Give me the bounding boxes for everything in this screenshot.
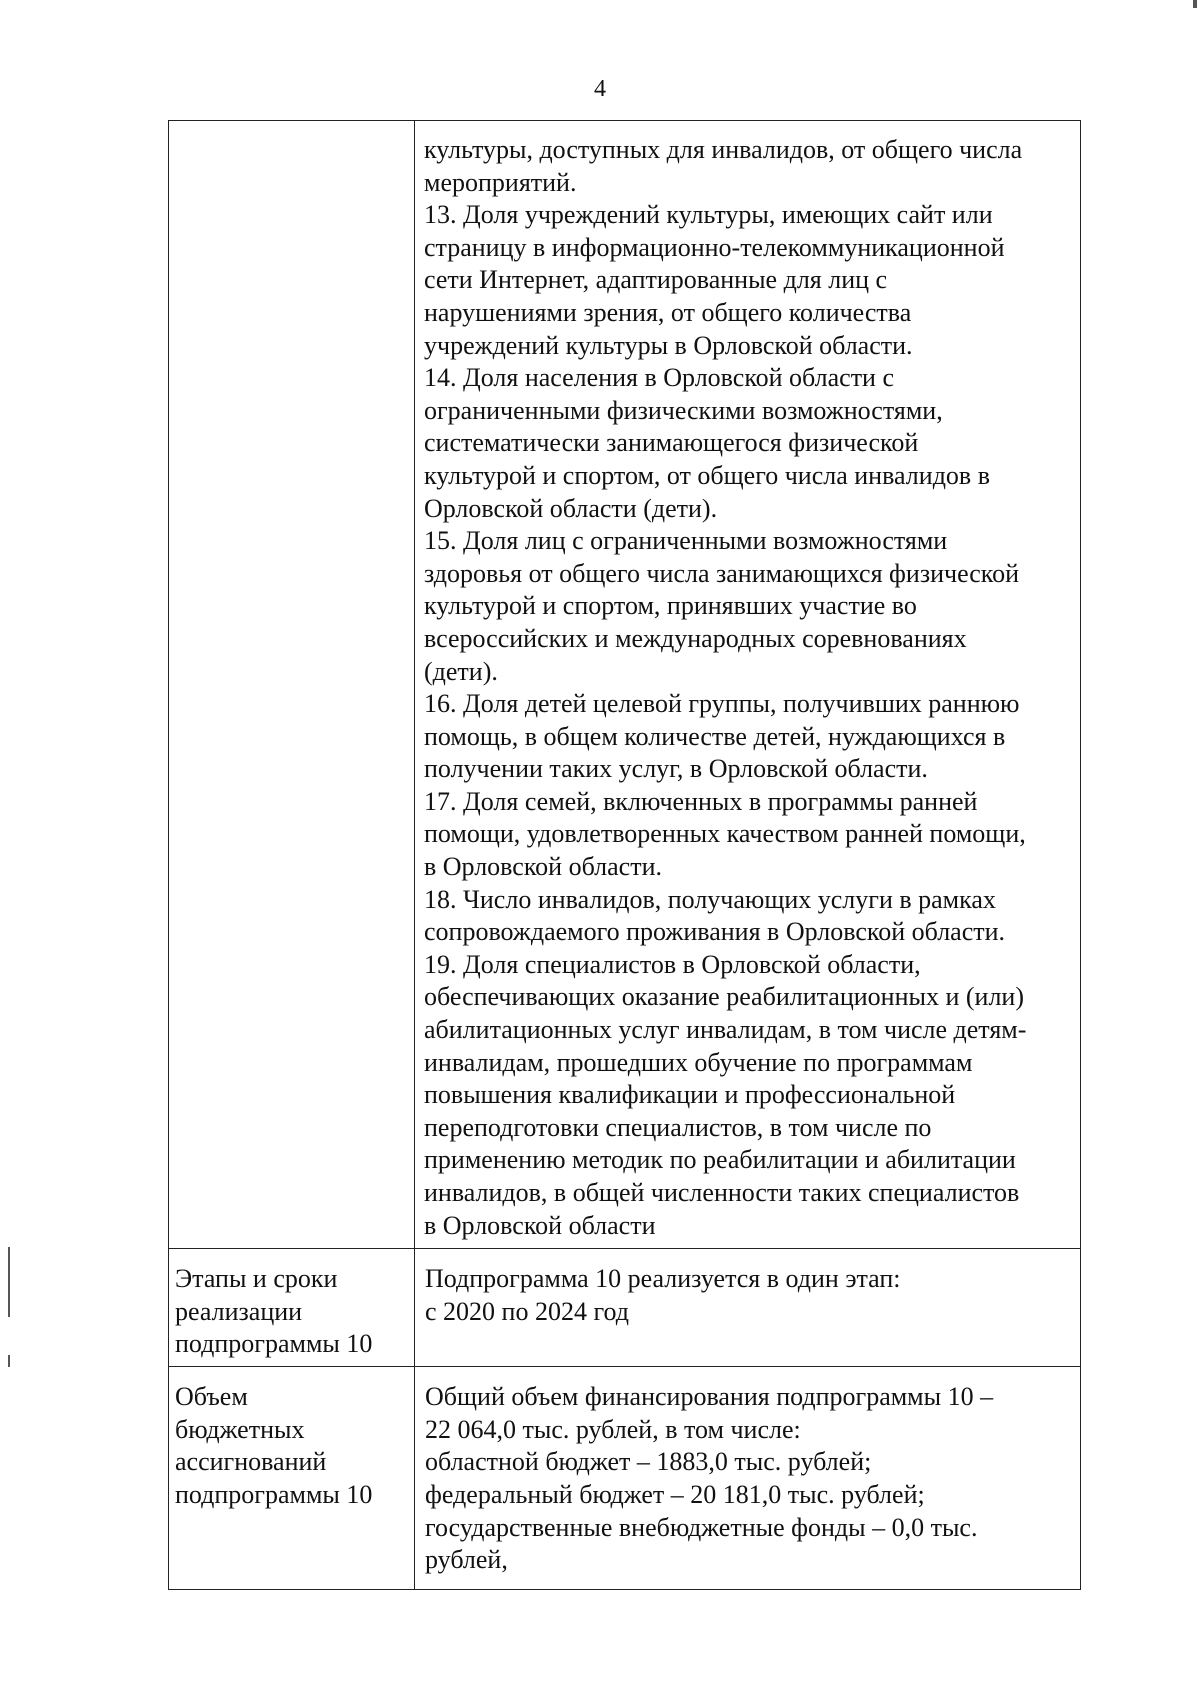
scan-mark xyxy=(8,1247,10,1317)
cell-line: переподготовки специалистов, в том числе по xyxy=(424,1112,932,1142)
scan-mark xyxy=(8,1355,10,1367)
cell-line: сети Интернет, адаптированные для лиц с xyxy=(424,265,888,295)
cell-line: ограниченными физическими возможностями, xyxy=(424,395,943,425)
table-row-indicators xyxy=(169,121,1081,1249)
cell-line: областной бюджет – 1883,0 тыс. рублей; xyxy=(425,1447,872,1477)
cell-line: культурой и спортом, от общего числа инвалидов в xyxy=(424,460,990,490)
cell-line: инвалидов, в общей численности таких специалистов xyxy=(424,1178,1020,1207)
table-cell-label-empty xyxy=(169,121,415,1249)
cell-line: помощь, в общем количестве детей, нуждающихся в xyxy=(424,721,1006,751)
cell-line: рублей, xyxy=(425,1545,508,1575)
table-row-stages xyxy=(169,1249,1081,1367)
cell-line: мероприятий. xyxy=(424,167,577,197)
table-row-budget xyxy=(169,1367,1081,1590)
cell-line: в Орловской области. xyxy=(424,852,662,882)
cell-line: культурой и спортом, принявших участие во xyxy=(424,591,917,621)
cell-line: 14. Доля населения в Орловской области с xyxy=(424,363,895,393)
cell-line: 16. Доля детей целевой группы, получивших раннюю xyxy=(424,689,1020,719)
cell-line: получении таких услуг, в Орловской области. xyxy=(424,754,928,784)
cell-line: подпрограммы 10 xyxy=(175,1329,373,1359)
cell-line: 15. Доля лиц с ограниченными возможностями xyxy=(424,526,948,556)
cell-line: 18. Число инвалидов, получающих услуги в рамках xyxy=(424,884,996,914)
cell-line: культуры, доступных для инвалидов, от общего числа xyxy=(424,135,1023,164)
cell-line: 13. Доля учреждений культуры, имеющих сайт или xyxy=(424,200,993,230)
cell-line: Этапы и сроки xyxy=(175,1264,338,1294)
cell-line: подпрограммы 10 xyxy=(175,1479,373,1509)
cell-line: Объем xyxy=(175,1382,248,1412)
cell-line: учреждений культуры в Орловской области. xyxy=(424,330,913,360)
cell-line: нарушениями зрения, от общего количества xyxy=(424,297,912,327)
cell-line: бюджетных xyxy=(175,1414,305,1444)
scan-mark xyxy=(1193,0,1197,8)
cell-line: государственные внебюджетные фонды – 0,0 тыс. xyxy=(425,1512,978,1542)
cell-line: ассигнований xyxy=(175,1447,327,1477)
passport-table xyxy=(168,120,1081,1590)
cell-line: систематически занимающегося физической xyxy=(424,428,919,458)
cell-line: федеральный бюджет – 20 181,0 тыс. рублей; xyxy=(425,1479,925,1509)
page-number: 4 xyxy=(594,76,606,102)
cell-line: 19. Доля специалистов в Орловской области, xyxy=(424,949,921,979)
cell-line: в Орловской области xyxy=(424,1210,656,1240)
table-cell-stages-value xyxy=(415,1249,1081,1367)
table-cell-budget-label xyxy=(169,1367,415,1590)
cell-line: здоровья от общего числа занимающихся физической xyxy=(424,558,1020,588)
cell-line: (дети). xyxy=(424,656,498,686)
table-cell-stages-label xyxy=(169,1249,415,1367)
cell-line: Подпрограмма 10 реализуется в один этап: xyxy=(425,1264,901,1294)
cell-line: Общий объем финансирования подпрограммы 10 – xyxy=(425,1382,994,1412)
cell-line: сопровождаемого проживания в Орловской области. xyxy=(424,917,1006,947)
cell-line: повышения квалификации и профессиональной xyxy=(424,1080,956,1110)
table-cell-indicators xyxy=(415,121,1081,1249)
cell-line: 22 064,0 тыс. рублей, в том числе: xyxy=(425,1414,801,1444)
cell-line: всероссийских и международных соревнованиях xyxy=(424,623,967,653)
cell-line: страницу в информационно-телекоммуникационной xyxy=(424,232,1005,262)
cell-line: Орловской области (дети). xyxy=(424,493,718,523)
cell-line: помощи, удовлетворенных качеством ранней помощи, xyxy=(424,819,1026,849)
cell-line: абилитационных услуг инвалидам, в том числе детям- xyxy=(424,1015,1027,1045)
cell-line: реализации xyxy=(175,1296,303,1326)
cell-line: 17. Доля семей, включенных в программы ранней xyxy=(424,786,978,816)
cell-line: инвалидам, прошедших обучение по программам xyxy=(424,1047,973,1077)
cell-line: с 2020 по 2024 год xyxy=(425,1296,629,1326)
cell-line: применению методик по реабилитации и абилитации xyxy=(424,1145,1016,1175)
cell-line: обеспечивающих оказание реабилитационных и (или) xyxy=(424,982,1025,1012)
table-cell-budget-value xyxy=(415,1367,1081,1590)
